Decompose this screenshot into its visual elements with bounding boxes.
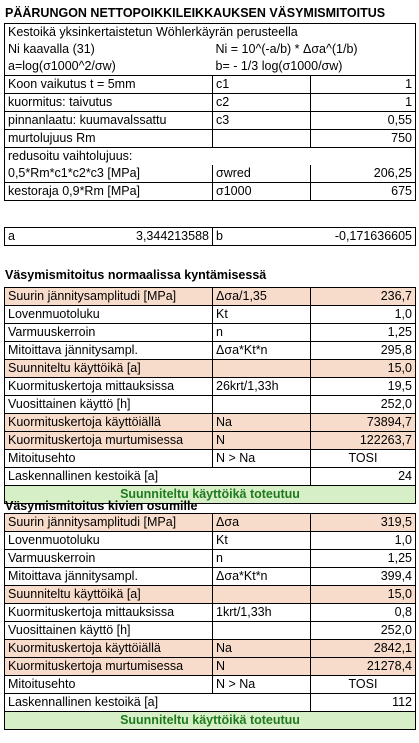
value-cell[interactable]: 252,0: [311, 396, 416, 414]
label-cell[interactable]: Lovenmuotoluku: [5, 532, 213, 550]
value-cell[interactable]: 1: [311, 94, 416, 112]
value-cell[interactable]: 19,5: [311, 378, 416, 396]
symbol-cell[interactable]: Δσa*Kt*n: [213, 568, 311, 586]
table-row: [5, 676, 416, 694]
symbol-cell[interactable]: Δσa: [213, 514, 311, 532]
value-cell[interactable]: 0,8: [311, 604, 416, 622]
value-cell[interactable]: 1,25: [311, 550, 416, 568]
section1-title: PÄÄRUNGON NETTOPOIKKILEIKKAUKSEN VÄSYMISMITOITUS: [5, 6, 386, 20]
b-value-cell[interactable]: -0,171636605: [311, 228, 416, 246]
life-value-cell[interactable]: 112: [311, 694, 416, 712]
table-row: [5, 324, 416, 342]
label-cell[interactable]: Suurin jännitysamplitudi [MPa]: [5, 288, 213, 306]
table-row: [5, 76, 416, 94]
value-cell[interactable]: 1,0: [311, 306, 416, 324]
label-cell[interactable]: Kuormituskertoja mittauksissa: [5, 604, 213, 622]
section3-table: [4, 513, 416, 730]
condition-symbol-cell[interactable]: N > Na: [213, 450, 311, 468]
table-row: [5, 450, 416, 468]
reduced-symbol-cell[interactable]: σwred: [213, 165, 311, 183]
table-row: [5, 378, 416, 396]
label-cell[interactable]: pinnanlaatu: kuumavalssattu: [5, 112, 213, 130]
condition-label-cell[interactable]: Mitoitusehto: [5, 450, 213, 468]
symbol-cell[interactable]: Na: [213, 414, 311, 432]
table-row: [5, 288, 416, 306]
section1-table: [4, 23, 416, 201]
section2-table: [4, 287, 416, 504]
table-row: [5, 640, 416, 658]
symbol-cell[interactable]: n: [213, 324, 311, 342]
table-row: [5, 586, 416, 604]
label-cell[interactable]: murtolujuus Rm: [5, 130, 213, 148]
life-label-cell[interactable]: Laskennallinen kestoikä [a]: [5, 694, 311, 712]
table-row: [5, 604, 416, 622]
table-row: [5, 568, 416, 586]
reduced-formula-cell[interactable]: 0,5*Rm*c1*c2*c3 [MPa]: [5, 165, 213, 183]
label-cell[interactable]: Kuormituskertoja murtumisessa: [5, 432, 213, 450]
intro-cell[interactable]: Kestoikä yksinkertaistetun Wöhlerkäyrän perusteella: [5, 24, 416, 42]
value-cell[interactable]: 1,25: [311, 324, 416, 342]
label-cell[interactable]: Kuormituskertoja mittauksissa: [5, 378, 213, 396]
label-cell[interactable]: Suurin jännitysamplitudi [MPa]: [5, 514, 213, 532]
b-formula-cell[interactable]: b= - 1/3 log(σ1000/σw): [213, 58, 416, 76]
value-cell[interactable]: 15,0: [311, 586, 416, 604]
durability-value-cell[interactable]: 675: [311, 183, 416, 201]
value-cell[interactable]: 21278,4: [311, 658, 416, 676]
condition-symbol-cell[interactable]: N > Na: [213, 676, 311, 694]
result-cell[interactable]: Suunniteltu käyttöikä toteutuu: [5, 712, 416, 730]
table-row: [5, 306, 416, 324]
symbol-cell[interactable]: [213, 130, 311, 148]
table-row: [5, 414, 416, 432]
table-row: [5, 468, 416, 486]
label-cell[interactable]: Mitoittava jännitysampl.: [5, 568, 213, 586]
value-cell[interactable]: 295,8: [311, 342, 416, 360]
symbol-cell[interactable]: Na: [213, 640, 311, 658]
value-cell[interactable]: 122263,7: [311, 432, 416, 450]
a-formula-cell[interactable]: a=log(σ1000^2/σw): [5, 58, 213, 76]
table-row: [5, 396, 416, 414]
label-cell[interactable]: Kuormituskertoja käyttöiällä: [5, 640, 213, 658]
symbol-cell[interactable]: 1krt/1,33h: [213, 604, 311, 622]
label-cell[interactable]: Lovenmuotoluku: [5, 306, 213, 324]
symbol-cell[interactable]: N: [213, 432, 311, 450]
section2-title: Väsymismitoitus normaalissa kyntämisessä: [5, 268, 267, 282]
label-cell[interactable]: Vuosittainen käyttö [h]: [5, 396, 213, 414]
ni-right-cell[interactable]: Ni = 10^(-a/b) * Δσa^(1/b): [213, 41, 416, 58]
symbol-cell[interactable]: [213, 360, 311, 378]
ab-table: [4, 227, 416, 246]
table-row: [5, 130, 416, 148]
b-label-cell[interactable]: b: [213, 228, 311, 246]
value-cell[interactable]: 236,7: [311, 288, 416, 306]
value-cell[interactable]: 750: [311, 130, 416, 148]
table-row: [5, 432, 416, 450]
durability-label-cell[interactable]: kestoraja 0,9*Rm [MPa]: [5, 183, 213, 201]
label-cell[interactable]: kuormitus: taivutus: [5, 94, 213, 112]
symbol-cell[interactable]: Kt: [213, 532, 311, 550]
table-row: [5, 514, 416, 532]
condition-value-cell[interactable]: TOSI: [311, 450, 416, 468]
value-cell[interactable]: 1: [311, 76, 416, 94]
ni-left-cell[interactable]: Ni kaavalla (31): [5, 41, 213, 58]
condition-label-cell[interactable]: Mitoitusehto: [5, 676, 213, 694]
value-cell[interactable]: 73894,7: [311, 414, 416, 432]
symbol-cell[interactable]: c1: [213, 76, 311, 94]
condition-value-cell[interactable]: TOSI: [311, 676, 416, 694]
label-cell[interactable]: Varmuuskerroin: [5, 324, 213, 342]
a-label-cell[interactable]: a: [5, 228, 97, 246]
symbol-cell[interactable]: Kt: [213, 306, 311, 324]
value-cell[interactable]: 0,55: [311, 112, 416, 130]
symbol-cell[interactable]: c3: [213, 112, 311, 130]
table-row: [5, 658, 416, 676]
value-cell[interactable]: 1,0: [311, 532, 416, 550]
label-cell[interactable]: Koon vaikutus t = 5mm: [5, 76, 213, 94]
reduced-label-cell[interactable]: redusoitu vaihtolujuus:: [5, 148, 416, 166]
symbol-cell[interactable]: [213, 622, 311, 640]
symbol-cell[interactable]: [213, 586, 311, 604]
section3-title: Väsymismitoitus kivien osumille: [5, 499, 198, 513]
table-row: [5, 94, 416, 112]
value-cell[interactable]: 399,4: [311, 568, 416, 586]
label-cell[interactable]: Varmuuskerroin: [5, 550, 213, 568]
table-row: [5, 694, 416, 712]
symbol-cell[interactable]: 26krt/1,33h: [213, 378, 311, 396]
symbol-cell[interactable]: N: [213, 658, 311, 676]
value-cell[interactable]: 2842,1: [311, 640, 416, 658]
table-row: [5, 622, 416, 640]
a-value-cell[interactable]: 3,344213588: [97, 228, 213, 246]
table-row: [5, 342, 416, 360]
life-value-cell[interactable]: 24: [311, 468, 416, 486]
symbol-cell[interactable]: Δσa*Kt*n: [213, 342, 311, 360]
result-cell[interactable]: Suunniteltu käyttöikä toteutuu: [5, 486, 416, 504]
label-cell[interactable]: Kuormituskertoja murtumisessa: [5, 658, 213, 676]
symbol-cell[interactable]: c2: [213, 94, 311, 112]
value-cell[interactable]: 15,0: [311, 360, 416, 378]
label-cell[interactable]: Suunniteltu käyttöikä [a]: [5, 360, 213, 378]
life-label-cell[interactable]: Laskennallinen kestoikä [a]: [5, 468, 311, 486]
symbol-cell[interactable]: n: [213, 550, 311, 568]
label-cell[interactable]: Suunniteltu käyttöikä [a]: [5, 586, 213, 604]
label-cell[interactable]: Kuormituskertoja käyttöiällä: [5, 414, 213, 432]
label-cell[interactable]: Mitoittava jännitysampl.: [5, 342, 213, 360]
value-cell[interactable]: 252,0: [311, 622, 416, 640]
label-cell[interactable]: Vuosittainen käyttö [h]: [5, 622, 213, 640]
symbol-cell[interactable]: [213, 396, 311, 414]
value-cell[interactable]: 319,5: [311, 514, 416, 532]
durability-symbol-cell[interactable]: σ1000: [213, 183, 311, 201]
table-row: [5, 360, 416, 378]
table-row: [5, 532, 416, 550]
symbol-cell[interactable]: Δσa/1,35: [213, 288, 311, 306]
table-row: [5, 550, 416, 568]
table-row: [5, 712, 416, 730]
reduced-value-cell[interactable]: 206,25: [311, 165, 416, 183]
table-row: [5, 112, 416, 130]
